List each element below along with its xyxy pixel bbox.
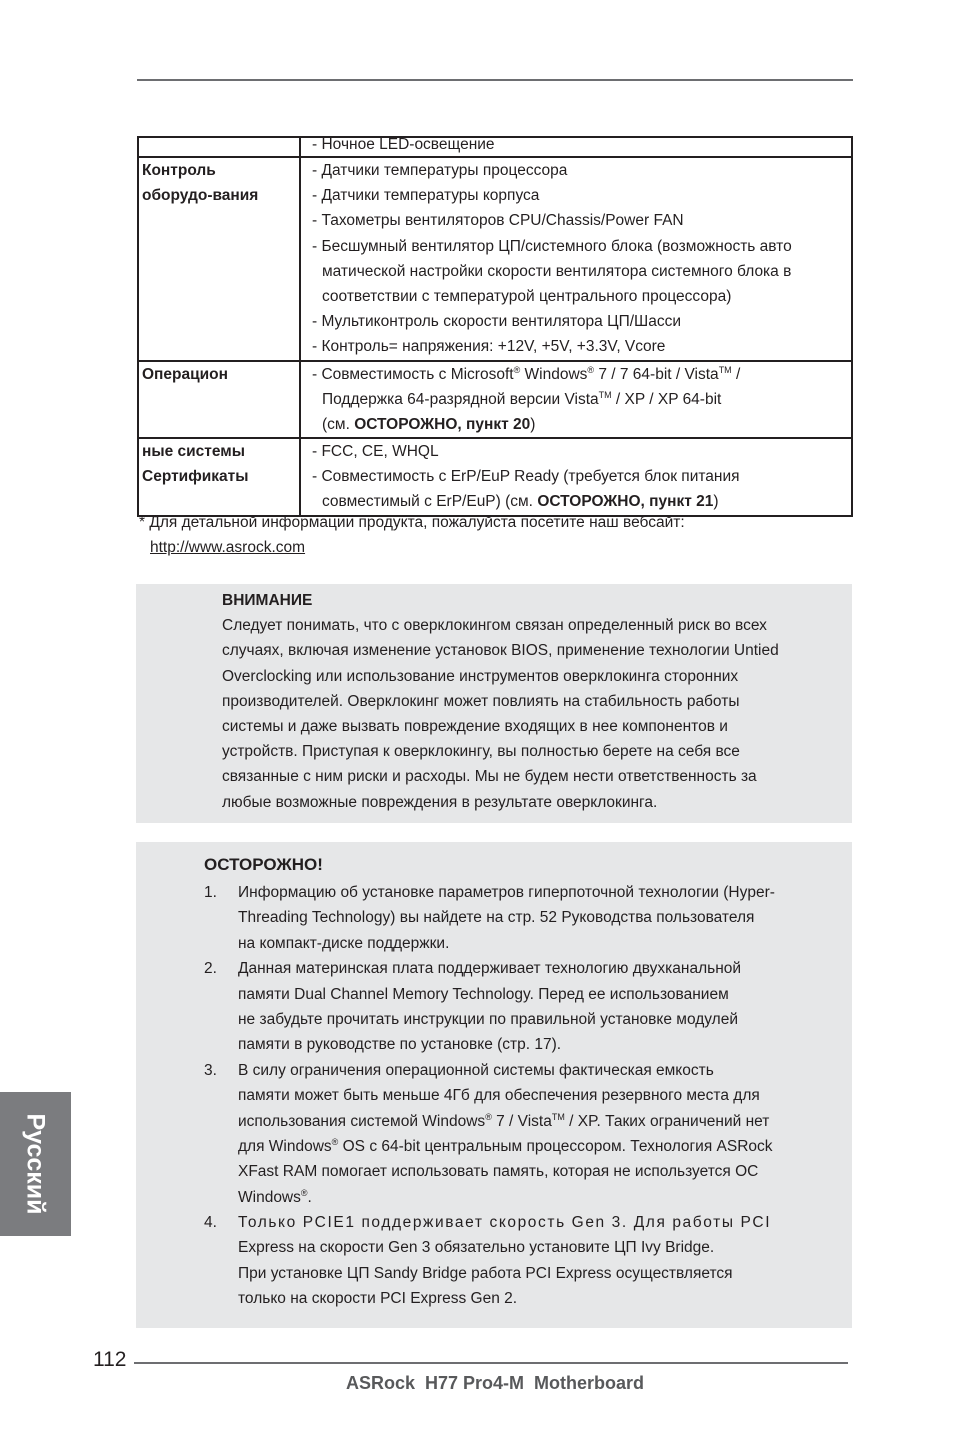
spec-row-os bbox=[138, 361, 852, 439]
spec-label-line: Сертификаты bbox=[142, 468, 249, 486]
item-number: 2. bbox=[204, 960, 217, 978]
spec-row-hardware-monitor bbox=[138, 157, 852, 361]
spec-line: совместимый с ErP/EuP) (см. ОСТОРОЖНО, пункт 21) bbox=[322, 493, 719, 511]
item-number: 3. bbox=[204, 1061, 217, 1079]
item-line: Только PCIE1 поддерживает скорость Gen 3. Для работы PCI bbox=[238, 1214, 772, 1232]
spec-label-os bbox=[138, 361, 300, 439]
spec-line: - Совместимость с ErP/EuP Ready (требуется блок питания bbox=[312, 468, 740, 486]
footer-product-title: ASRock H77 Pro4-M Motherboard bbox=[346, 1373, 645, 1393]
header-rule bbox=[137, 79, 853, 81]
spec-label-line: Контроль bbox=[142, 162, 216, 179]
caution-item-3 bbox=[204, 1058, 824, 1210]
caution-item-1 bbox=[204, 880, 824, 956]
spec-label-empty bbox=[138, 137, 300, 157]
item-line: Данная материнская плата поддерживает технологию двухканальной bbox=[238, 960, 742, 978]
item-line: памяти может быть меньше 4Гб для обеспечения резервного места для bbox=[238, 1087, 760, 1105]
language-tab bbox=[0, 1092, 71, 1236]
spec-label-line: оборудо-вания bbox=[142, 187, 259, 205]
footnote-text: * Для детальной информации продукта, пожалуйста посетите наш вебсайт: bbox=[139, 514, 685, 531]
spec-line: - Бесшумный вентилятор ЦП/системного блока (возможность авто bbox=[312, 237, 792, 255]
website-link[interactable]: http://www.asrock.com bbox=[150, 539, 306, 556]
item-line: Windows®. bbox=[238, 1187, 312, 1206]
spec-label-line: Операцион bbox=[142, 365, 229, 383]
spec-line: (см. ОСТОРОЖНО, пункт 20) bbox=[322, 415, 536, 433]
spec-value-os bbox=[300, 361, 852, 439]
caution-list bbox=[204, 880, 824, 1312]
item-line: только на скорости PCI Express Gen 2. bbox=[238, 1290, 518, 1308]
spec-line: матической настройки скорости вентилятора системного блока в bbox=[322, 262, 792, 280]
warning-line: связанные с ним риски и расходы. Мы не будем нести ответственность за bbox=[222, 768, 757, 786]
warning-line: Следует понимать, что с оверклокингом связан определенный риск во всех bbox=[222, 617, 767, 635]
spec-value-certifications bbox=[300, 438, 852, 516]
spec-line: - Контроль= напряжения: +12V, +5V, +3.3V, Vcore bbox=[312, 338, 666, 356]
spec-line: - Датчики температуры процессора bbox=[312, 162, 568, 179]
footer-rule bbox=[134, 1362, 848, 1364]
item-line: В силу ограничения операционной системы фактическая емкость bbox=[238, 1061, 714, 1079]
spec-line: - Датчики температуры корпуса bbox=[312, 187, 540, 205]
item-line: использования системой Windows® 7 / Vista™ / XP. Таких ограничений нет bbox=[238, 1111, 770, 1130]
item-line: для Windows® OS с 64-bit центральным процессором. Технология ASRock bbox=[238, 1136, 773, 1155]
spec-line: - FCC, CE, WHQL bbox=[312, 443, 439, 461]
page-number: 112 bbox=[93, 1348, 127, 1371]
item-line: памяти Dual Channel Memory Technology. Перед ее использованием bbox=[238, 985, 729, 1003]
spec-line: соответствии с температурой центрального процессора) bbox=[322, 287, 732, 305]
spec-line: - Ночное LED-освещение bbox=[312, 136, 495, 153]
item-number: 1. bbox=[204, 884, 217, 901]
warning-line: производителей. Оверклокинг может повлиять на стабильность работы bbox=[222, 692, 740, 710]
language-tab-label: Русский bbox=[21, 1113, 50, 1215]
item-number: 4. bbox=[204, 1214, 217, 1232]
spec-table bbox=[137, 136, 853, 517]
spec-line: - Тахометры вентиляторов CPU/Chassis/Power FAN bbox=[312, 212, 684, 230]
warning-line: любые возможные повреждения в результате оверклокинга. bbox=[222, 793, 658, 811]
warning-line: случаях, включая изменение установок BIOS, применение технологии Untied bbox=[222, 642, 779, 660]
warning-line: Overclocking или использование инструментов оверклокинга сторонних bbox=[222, 667, 739, 685]
caution-item-2 bbox=[204, 956, 824, 1058]
footnote bbox=[139, 510, 685, 560]
item-line: Информацию об установке параметров гиперпоточной технологии (Hyper- bbox=[238, 884, 775, 901]
spec-line: Поддержка 64-разрядной версии Vista™ / XP / XP 64-bit bbox=[322, 389, 722, 408]
warning-box bbox=[136, 584, 852, 823]
item-line: не забудьте прочитать инструкции по правильной установке модулей bbox=[238, 1010, 738, 1028]
caution-title: ОСТОРОЖНО! bbox=[204, 855, 323, 874]
item-line: XFast RAM помогает использовать память, которая не используется ОС bbox=[238, 1163, 759, 1181]
spec-line: - Совместимость с Microsoft® Windows® 7 / 7 64-bit / Vista™ / bbox=[312, 364, 741, 383]
spec-label-hardware-monitor bbox=[138, 157, 300, 361]
spec-line: - Мультиконтроль скорости вентилятора ЦП/Шасси bbox=[312, 313, 681, 331]
spec-label-line: ные системы bbox=[142, 443, 246, 461]
item-line: Express на скорости Gen 3 обязательно установите ЦП Ivy Bridge. bbox=[238, 1239, 715, 1257]
item-line: При установке ЦП Sandy Bridge работа PCI Express осуществляется bbox=[238, 1264, 733, 1282]
spec-label-certifications bbox=[138, 438, 300, 516]
warning-title: ВНИМАНИЕ bbox=[222, 592, 313, 609]
spec-row-certifications bbox=[138, 438, 852, 516]
item-line: на компакт-диске поддержки. bbox=[238, 934, 450, 952]
warning-line: системы и даже вызвать повреждение входящих в нее компонентов и bbox=[222, 717, 728, 735]
spec-value-hardware-monitor bbox=[300, 157, 852, 361]
spec-value-led bbox=[300, 137, 852, 157]
item-line: памяти в руководстве по установке (стр. 17). bbox=[238, 1036, 562, 1054]
spec-row-led bbox=[138, 137, 852, 157]
caution-item-4 bbox=[204, 1210, 824, 1312]
warning-line: устройств. Приступая к оверклокингу, вы полностью берете на себя все bbox=[222, 743, 740, 761]
caution-box bbox=[136, 842, 852, 1328]
item-line: Threading Technology) вы найдете на стр. 52 Руководства пользователя bbox=[238, 909, 755, 927]
